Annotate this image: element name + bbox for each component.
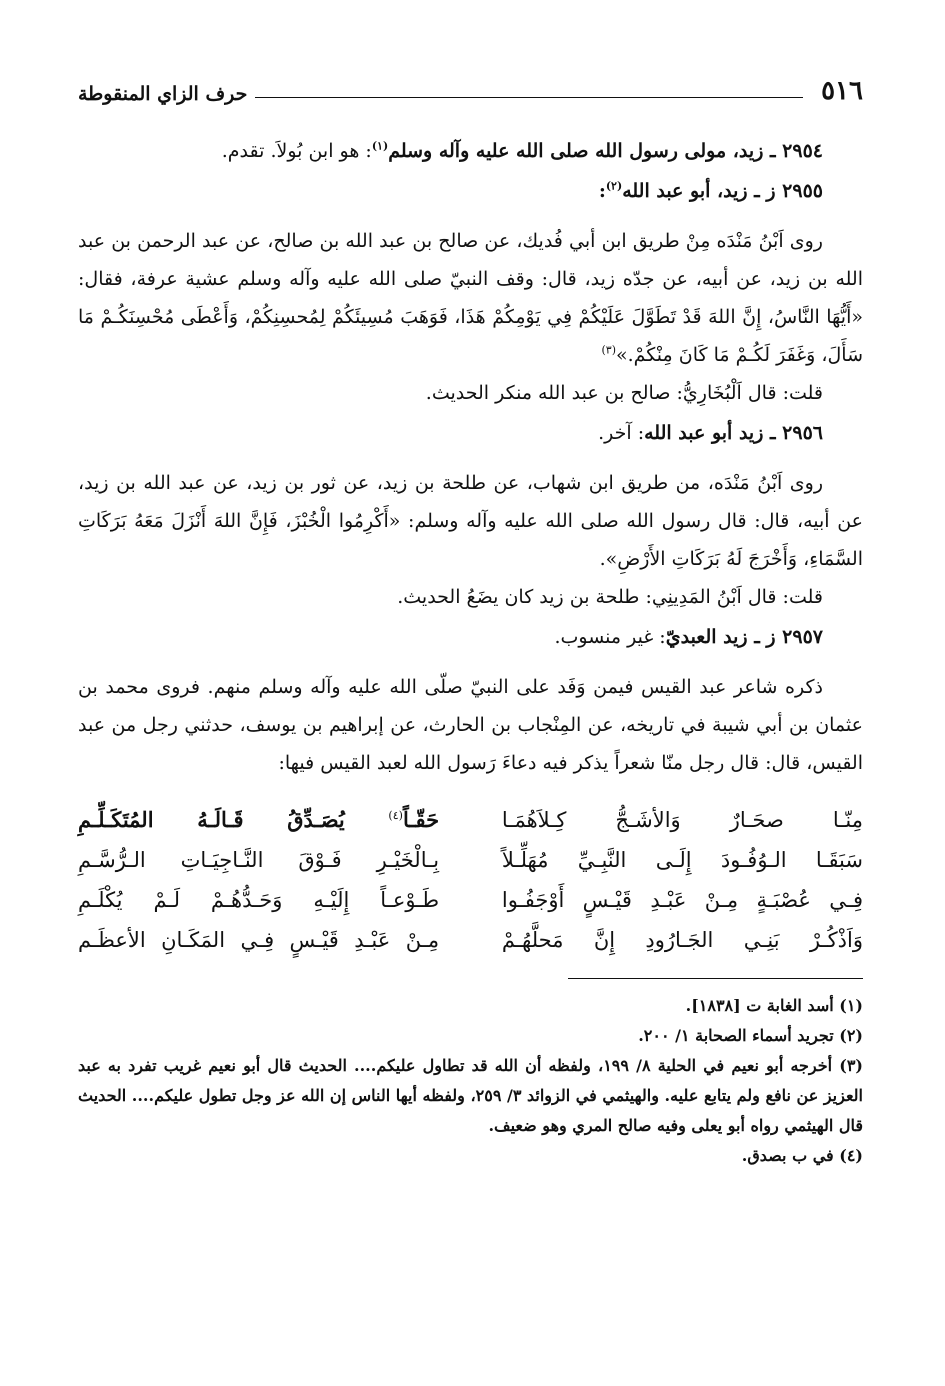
verse-word: يُصَـدِّقُ قَـالَـهُ المُتَكَـلِّـمِ	[78, 807, 389, 832]
chapter-title: حرف الزاي المنقوطة	[78, 83, 248, 105]
footnote-ref: (٢)	[605, 179, 623, 193]
footnote-ref: (٣)	[601, 343, 616, 357]
footnotes	[78, 991, 863, 1171]
verse-second-half: طَـوْعـاً إِلَيْـهِ وَحَـدُّهُـمْ لَـمْ يُكْلَـمِ	[78, 888, 440, 912]
comment-paragraph: قلت: قال اَلْبُخَارِيُّ: صالح بن عبد الله منكر الحديث.	[425, 382, 823, 404]
poem-verse	[78, 880, 863, 920]
verse-first-half: مِنّـا صحَـارٌ وَالأشَـجُّ كِـلاَهُمَـا	[501, 808, 863, 832]
entry-heading	[78, 132, 863, 170]
entry-description: : هو ابن بُولاَ. تقدم.	[221, 140, 372, 162]
entry-description: : آخر.	[598, 422, 645, 444]
narration-paragraph: ذكره شاعر عبد القيس فيمن وَفَد على النبيّ صلّى الله عليه وآله وسلم منهم. فروى محمد بن عثمان بن أبي شيبة في تاريخه، عن المِنْجاب بن الحارث، عن إبراهيم بن يوسف، حدثني رجل من عبد القيس، قال: قال رجل منّا شعراً يذكر فيه دعاءَ رَسول الله لعبد القيس فيها:	[78, 676, 863, 774]
paragraph-text: روى اَبْنُ مَنْدَه مِنْ طريق ابن أبي فُديك، عن صالح بن عبد الله بن صالح، عن عبد الرحمن بن عبد الله بن زيد، عن أبيه، عن جدّه زيد، قال: وقف النبيّ صلى الله عليه وآله وسلم عشية عرفة، فقال: «أَيُّهَا النَّاسُ، إِنَّ اللهَ قَدْ تَطَوَّلَ عَلَيْكُمْ فِي يَوْمِكُمْ هَذَا، فَوَهَبَ مُسِيئَكُمْ لِمُحسِنِكُمْ، وَأَعْطَى مُحْسِنَكُـمْ مَا سَأَلَ، وَغَفَرَ لَكُـمْ مَا كَانَ مِنْكُمْ.»	[78, 230, 863, 366]
entry-description: : غير منسوب.	[554, 626, 666, 648]
entry-title: ٢٩٥٦ ـ زيد أبو عبد الله	[644, 422, 823, 444]
page-number: ٥١٦	[821, 76, 863, 106]
entry-title: ٢٩٥٥ ز ـ زيد، أبو عبد الله	[622, 180, 823, 202]
narration-paragraph: روى اَبْنُ مَنْدَه، من طريق ابن شهاب، عن طلحة بن زيد، عن ثور بن زيد، عن عبد الله بن زيد، عن أبيه، قال: قال رسول الله صلى الله عليه وآله وسلم: «أَكْرِمُوا الْخُبْزَ، فَإِنَّ اللهَ أَنْزَلَ مَعَهُ بَرَكَاتِ السَّمَاءِ، وَأَخْرَجَ لَهُ بَرَكَاتِ الأَرْضِ».	[78, 472, 863, 570]
entry-heading	[78, 618, 863, 656]
verse-first-half: وَاَذْكُـرْ بَنِـي الجَـارُودِ إِنَّ مَحلَّهُـمْ	[501, 928, 863, 952]
footnote-separator	[568, 978, 863, 979]
poem-verse	[78, 920, 863, 960]
comment-paragraph: قلت: قال اَبْنُ المَدِينِي: طلحة بن زيد كان يضَعُ الحديث.	[397, 586, 823, 608]
verse-second-half: مِـنْ عَبْـدِ قَيْـسٍ فِـي المَكَـانِ الأعظَـم	[78, 928, 440, 952]
footnote: (٤) في ب بصدق.	[741, 1146, 863, 1165]
footnote: (٣) أخرجه أبو نعيم في الحلية ٨/ ١٩٩، ولفظه أن الله قد تطاول عليكم.... الحديث قال أبو نعيم غريب تفرد به عبد العزيز عن نافع ولم يتابع عليه. والهيثمي في الزوائد ٣/ ٢٥٩، ولفظه أيها الناس إن الله عز وجل تطول عليكم.... الحديث قال الهيثمي رواه أبو يعلى وفيه صالح المري وهو ضعيف.	[78, 1056, 863, 1135]
verse-first-half: سَبَقَـا الـوُفُـودَ إِلَـى النَّبِـيِّ مُهَلِّـلاً	[501, 848, 863, 872]
entry-title: ٢٩٥٧ ز ـ زيد العبديّ	[665, 626, 823, 648]
entry-heading	[78, 172, 863, 210]
verse-word: حَقّـاً	[402, 807, 440, 832]
poem-verse	[78, 800, 863, 840]
footnote-ref: (١)	[371, 139, 389, 153]
verse-second-half: بِـالْخَيْـرِ فَـوْقَ النَّـاجِيَـاتِ الـرُّسَّـمِ	[78, 848, 440, 872]
verse-second-half	[78, 800, 439, 840]
narration-paragraph	[78, 222, 863, 374]
poem-verse	[78, 840, 863, 880]
entry-description: :	[598, 180, 606, 202]
poem	[78, 800, 863, 960]
entry-heading	[78, 414, 863, 452]
page-header	[78, 78, 863, 104]
footnote-ref: (٤)	[388, 809, 403, 822]
verse-first-half: فِـي عُصْبَـةٍ مِـنْ عَبْـدِ قَيْـسٍ أَوْجَفُـوا	[501, 888, 863, 912]
footnote: (١) أسد الغابة ت [١٨٣٨].	[685, 996, 863, 1015]
header-rule	[255, 97, 803, 98]
page-body	[78, 132, 863, 1171]
entry-title: ٢٩٥٤ ـ زيد، مولى رسول الله صلى الله عليه وآله وسلم	[388, 140, 823, 162]
footnote: (٢) تجريد أسماء الصحابة ١/ ٢٠٠.	[638, 1026, 863, 1045]
